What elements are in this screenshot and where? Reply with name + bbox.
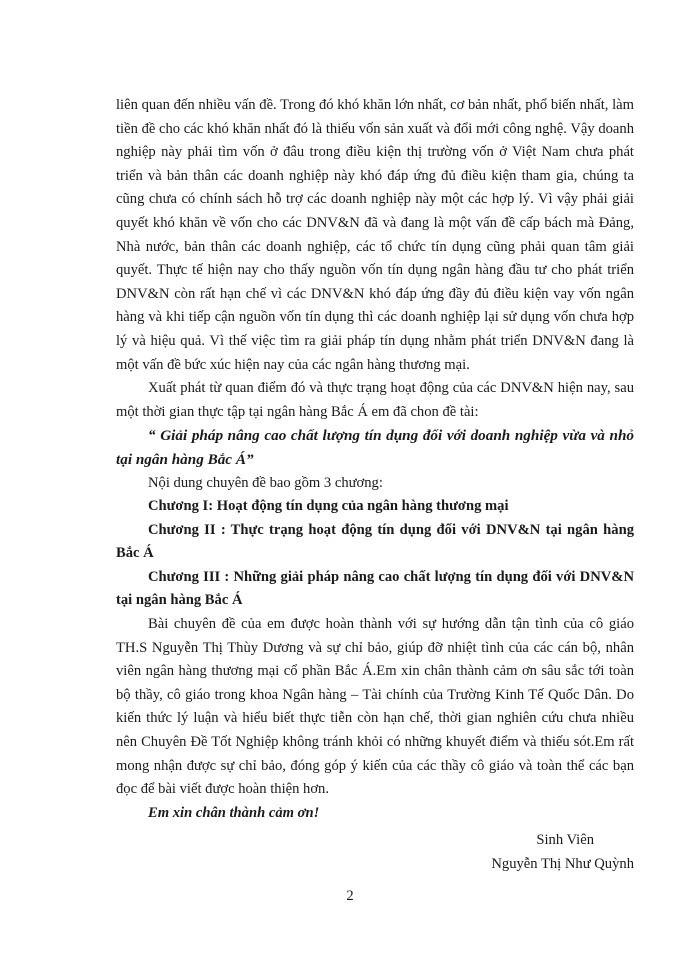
- origin-paragraph: Xuất phát từ quan điểm đó và thực trạng hoạt động của các DNV&N hiện nay, sau một thời gian thực tập tại ngân hàng Bắc Á em đã chon đề tài:: [116, 380, 634, 420]
- signature-name: Nguyễn Thị Như Quỳnh: [491, 856, 634, 872]
- thanks-line: Em xin chân thành cảm ơn!: [148, 804, 320, 821]
- contents-intro: Nội dung chuyên đề bao gồm 3 chương:: [148, 474, 383, 491]
- chapter-1: Chương I: Hoạt động tín dụng của ngân hàng thương mại: [148, 498, 509, 515]
- signature-role: Sinh Viên: [536, 832, 594, 849]
- intro-paragraph: liên quan đến nhiều vấn đề. Trong đó khó khăn lớn nhất, cơ bản nhất, phổ biến nhất, làm tiền đề cho các khó khăn nhất đó là thiếu vốn sản xuất và đổi mới công nghệ. Vậy doanh nghiệp này phải tìm vốn ở đâu trong điều kiện thị trường vốn ở Việt Nam chưa phát triển và bản thân các doanh nghiệp này khó đáp ứng đủ điều kiện tham gia, chúng ta cũng chưa có chính sách hỗ trợ các doanh nghiệp này một các hợp lý. Vì vậy phải giải quyết khó khăn về vốn cho các DNV&N đã và đang là một vấn đề cấp bách mà Đảng, Nhà nước, bản thân các doanh nghiệp, các tổ chức tín dụng cũng phải quan tâm giải quyết. Thực tế hiện nay cho thấy nguồn vốn tín dụng ngân hàng đầu tư cho phát triển DNV&N còn rất hạn chế vì các DNV&N khó đáp ứng đầy đủ điều kiện vay vốn ngân hàng và khi tiếp cận nguồn vốn tín dụng thì các doanh nghiệp lại sử dụng vốn chưa hợp lý và hiệu quả. Vì thế việc tìm ra giải pháp tín dụng nhằm phát triển DNV&N đang là một vấn đề bức xúc hiện nay của các ngân hàng thương mại.: [116, 97, 634, 373]
- page-number: 2: [346, 888, 354, 904]
- chapter-3: Chương III : Những giải pháp nâng cao chất lượng tín dụng đối với DNV&N tại ngân hàng Bắc Á: [116, 568, 634, 609]
- chapter-2: Chương II : Thực trạng hoạt động tín dụng đối với DNV&N tại ngân hàng Bắc Á: [116, 521, 634, 562]
- document-body: [116, 94, 634, 877]
- acknowledgement-paragraph: Bài chuyên đề của em được hoàn thành với sự hướng dẫn tận tình của cô giáo TH.S Nguyễn Thị Thùy Dương và sự chỉ bảo, giúp đỡ nhiệt tình của các cán bộ, nhân viên ngân hàng thương mại cổ phần Bắc Á.Em xin chân thành cảm ơn sâu sắc tới toàn bộ thầy, cô giáo trong khoa Ngân hàng – Tài chính của Trường Kinh Tế Quốc Dân. Do kiến thức lý luận và hiểu biết thực tiễn còn hạn chế, thời gian nghiên cứu chưa nhiều nên Chuyên Đề Tốt Nghiệp không tránh khỏi có những khuyết điểm và thiếu sót.Em rất mong nhận được sự chỉ bảo, đóng góp ý kiến của các thầy cô giáo và toàn thể các bạn đọc để bài viết được hoàn thiện hơn.: [116, 616, 634, 798]
- topic-title: “ Giải pháp nâng cao chất lượng tín dụng đối với doanh nghiệp vừa và nhỏ tại ngân hàng Bắc Á”: [116, 427, 634, 468]
